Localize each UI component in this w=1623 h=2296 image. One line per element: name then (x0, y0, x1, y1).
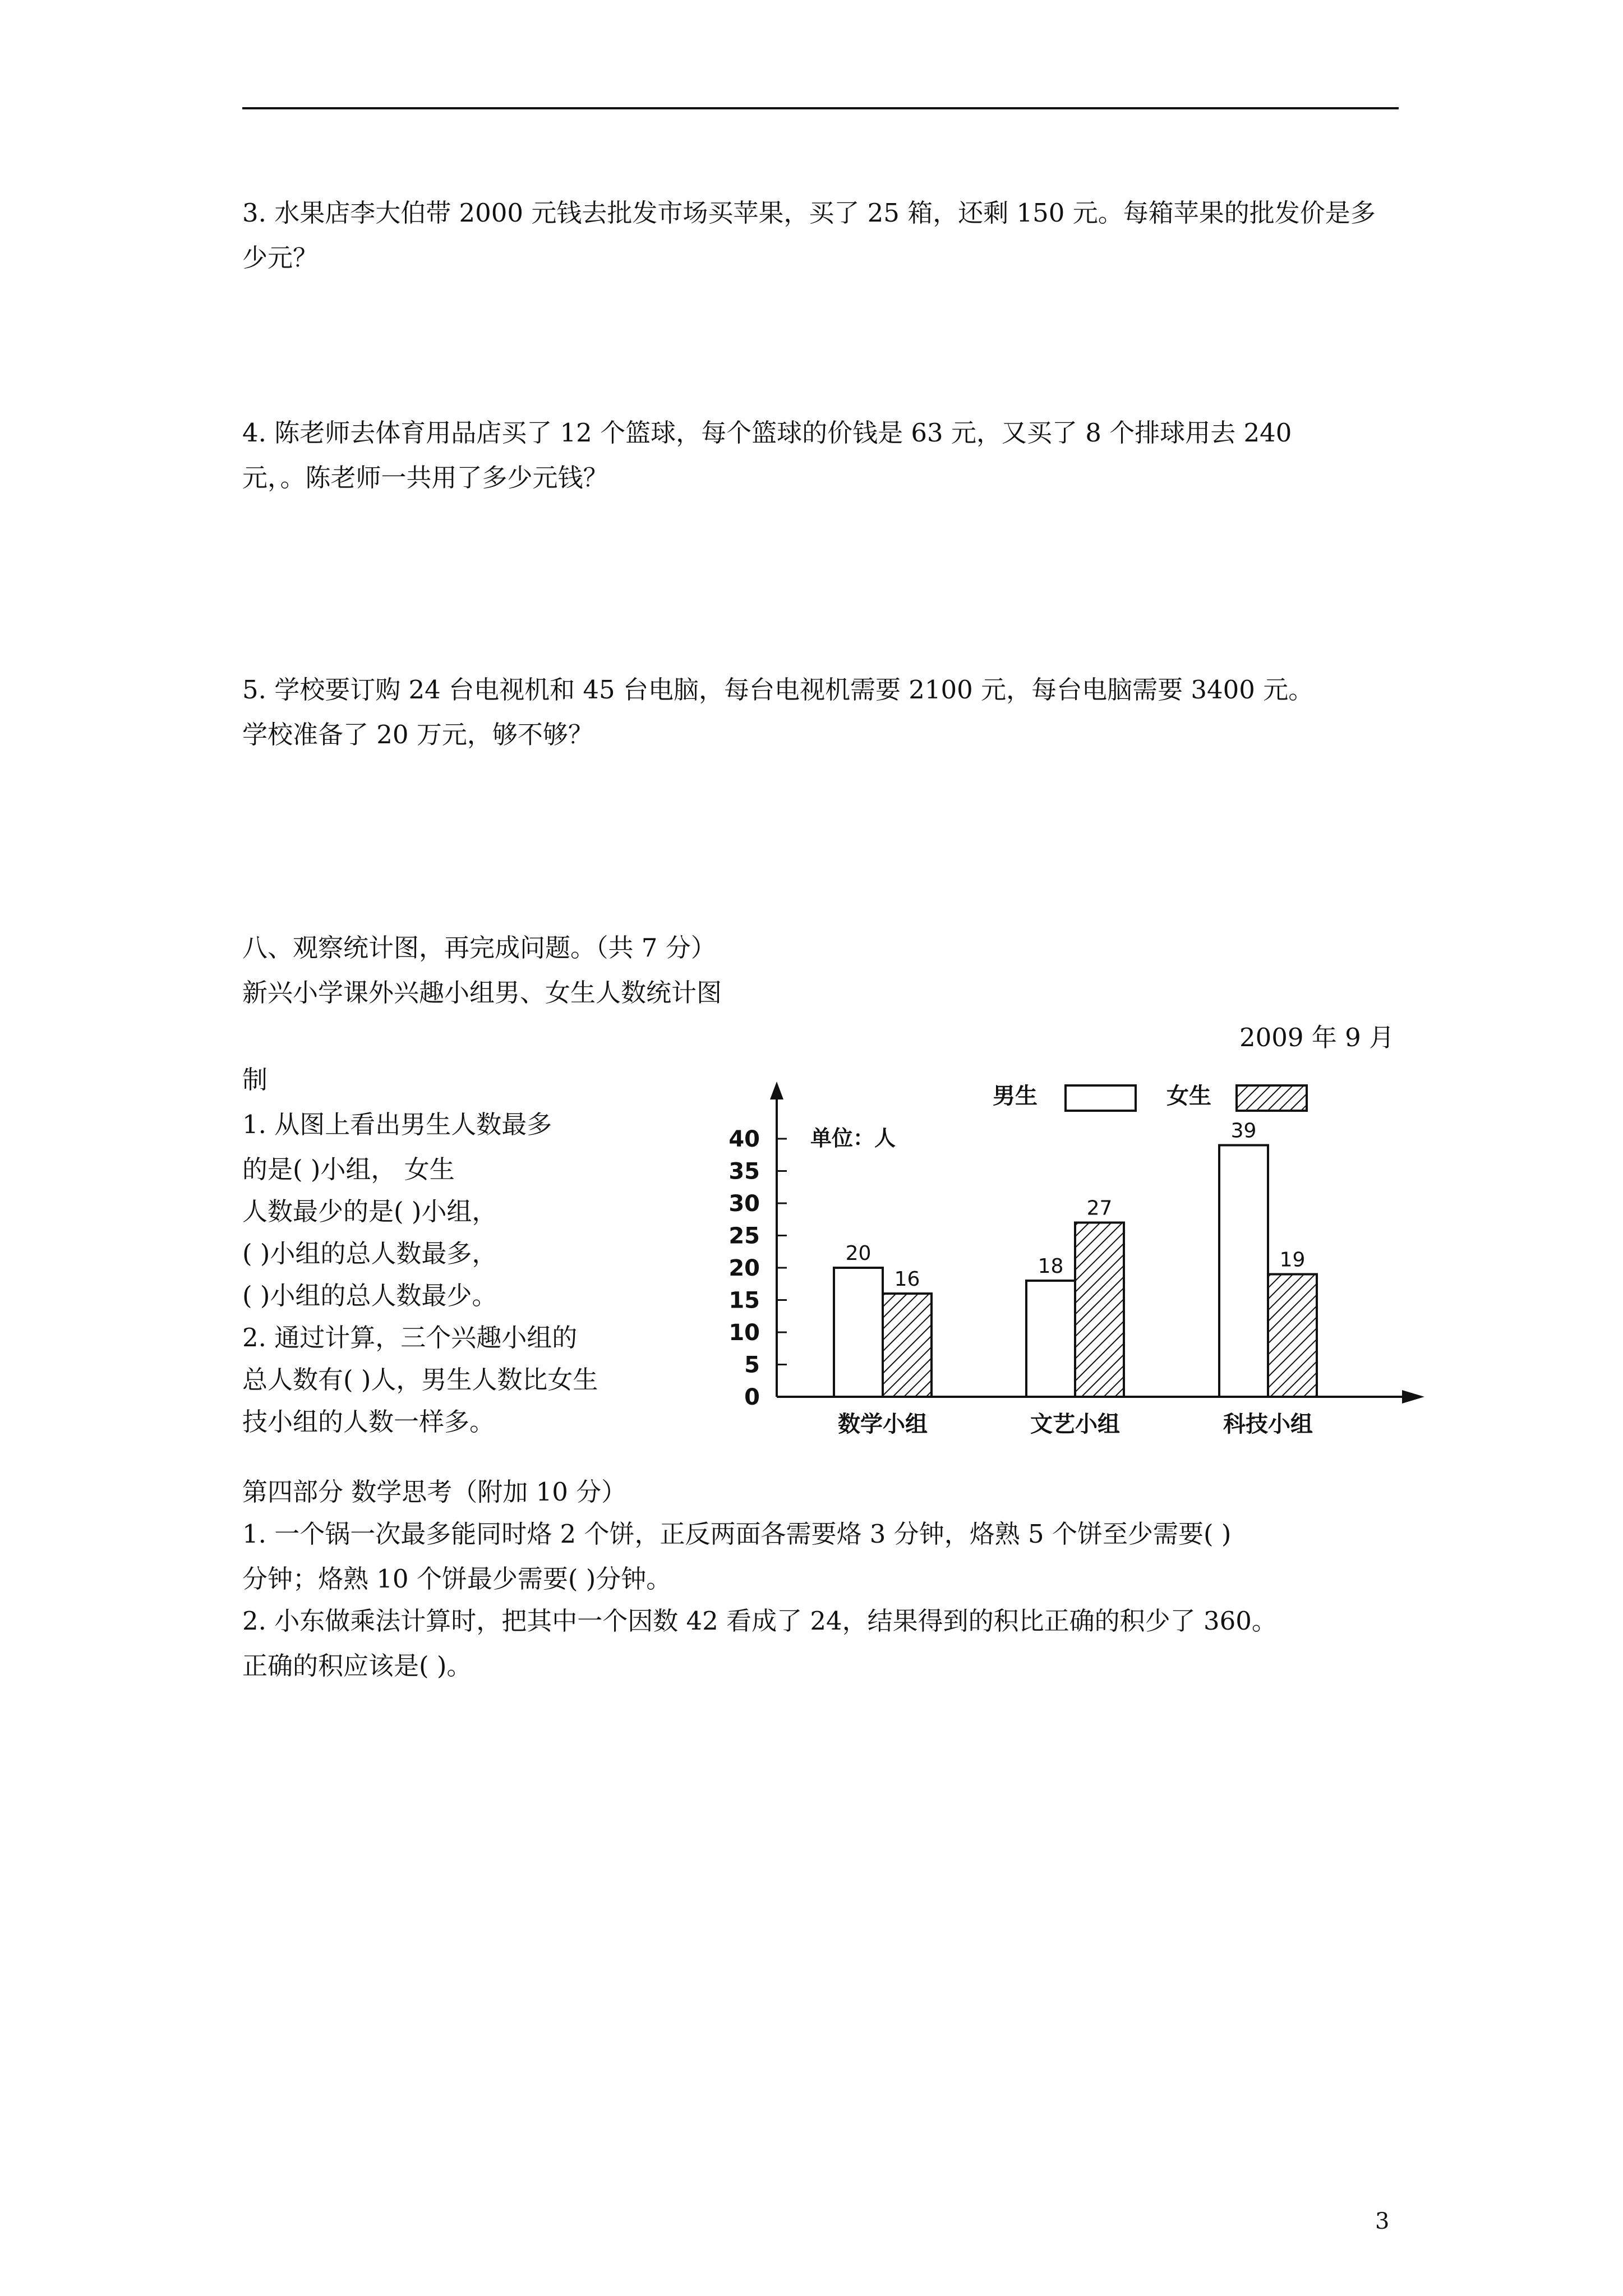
legend-swatch-girls (1237, 1085, 1307, 1111)
chart-date-cont: 制 (242, 1065, 268, 1094)
legend-swatch-boys (1066, 1085, 1136, 1111)
problem-4-text-cont: 元，。陈老师一共用了多少元钱？ (242, 463, 608, 493)
part-4-heading: 第四部分 数学思考（附加 10 分） (242, 1477, 627, 1507)
part-4-question-1-cont: 分钟；烙熟 10 个饼最少需要( )分钟。 (242, 1564, 672, 1594)
bar-boys (834, 1268, 883, 1397)
y-tick-label: 20 (728, 1255, 760, 1281)
y-tick-label: 5 (744, 1352, 760, 1378)
bar-chart (707, 1060, 1436, 1453)
problem-3-text-cont: 少元？ (242, 243, 319, 273)
page-number: 3 (1375, 2208, 1390, 2234)
problem-4-text: 4. 陈老师去体育用品店买了 12 个篮球，每个篮球的价钱是 63 元，又买了 8 个排球用去 240 (242, 418, 1292, 448)
y-tick-label: 30 (728, 1191, 760, 1217)
part-4-question-2: 2. 小东做乘法计算时，把其中一个因数 42 看成了 24，结果得到的积比正确的积少了 360。 (242, 1606, 1277, 1636)
header-rule (242, 107, 1399, 109)
y-axis-arrow (770, 1082, 783, 1099)
question-8-1-line: 的是( )小组， 女生 (242, 1154, 455, 1184)
data-label: 18 (1038, 1255, 1064, 1278)
y-tick-label: 10 (728, 1320, 760, 1346)
data-label: 39 (1230, 1119, 1257, 1143)
question-8-2-line: 2. 通过计算，三个兴趣小组的 (242, 1323, 578, 1352)
question-8-1-line: 1. 从图上看出男生人数最多 (242, 1110, 552, 1139)
x-axis-arrow (1402, 1390, 1424, 1404)
problem-5-text-cont: 学校准备了 20 万元，够不够？ (242, 720, 593, 749)
bar-girls (883, 1294, 932, 1397)
y-tick-label: 15 (728, 1287, 760, 1314)
question-8-1-line: 人数最少的是( )小组， (242, 1197, 497, 1226)
part-4-question-1: 1. 一个锅一次最多能同时烙 2 个饼，正反两面各需要烙 3 分钟，烙熟 5 个饼至少需要( ) (242, 1519, 1232, 1549)
bar-boys (1026, 1281, 1075, 1397)
question-8-2-line: 总人数有( )人，男生人数比女生 (242, 1365, 598, 1395)
question-8-1-line: ( )小组的总人数最少。 (242, 1281, 497, 1310)
question-8-2-line: 技小组的人数一样多。 (242, 1407, 495, 1437)
unit-label: 单位：人 (810, 1126, 896, 1151)
data-label: 19 (1279, 1248, 1306, 1272)
bar-girls (1268, 1274, 1317, 1397)
question-8-1-line: ( )小组的总人数最多， (242, 1239, 497, 1268)
legend-label-boys: 男生 (993, 1083, 1038, 1109)
section-8-heading: 八、观察统计图，再完成问题。（共 7 分） (242, 933, 716, 963)
y-tick-label: 0 (744, 1384, 760, 1410)
data-label: 27 (1086, 1197, 1113, 1220)
y-tick-label: 25 (728, 1223, 760, 1249)
chart-date: 2009 年 9 月 (1239, 1023, 1395, 1052)
problem-3-text: 3. 水果店李大伯带 2000 元钱去批发市场买苹果，买了 25 箱，还剩 150 元。每箱苹果的批发价是多 (242, 198, 1376, 228)
legend-label-girls: 女生 (1166, 1083, 1211, 1109)
data-label: 20 (845, 1242, 872, 1265)
category-label: 科技小组 (1223, 1411, 1313, 1437)
data-label: 16 (894, 1268, 920, 1291)
category-label: 数学小组 (838, 1411, 928, 1437)
bar-girls (1075, 1223, 1124, 1397)
category-label: 文艺小组 (1030, 1411, 1120, 1437)
chart-caption: 新兴小学课外兴趣小组男、女生人数统计图 (242, 978, 722, 1007)
part-4-question-2-cont: 正确的积应该是( )。 (242, 1651, 472, 1681)
y-tick-label: 40 (728, 1126, 760, 1152)
y-tick-label: 35 (728, 1158, 760, 1185)
problem-5-text: 5. 学校要订购 24 台电视机和 45 台电脑，每台电视机需要 2100 元，每台电脑需要 3400 元。 (242, 675, 1314, 705)
bar-boys (1219, 1145, 1268, 1397)
